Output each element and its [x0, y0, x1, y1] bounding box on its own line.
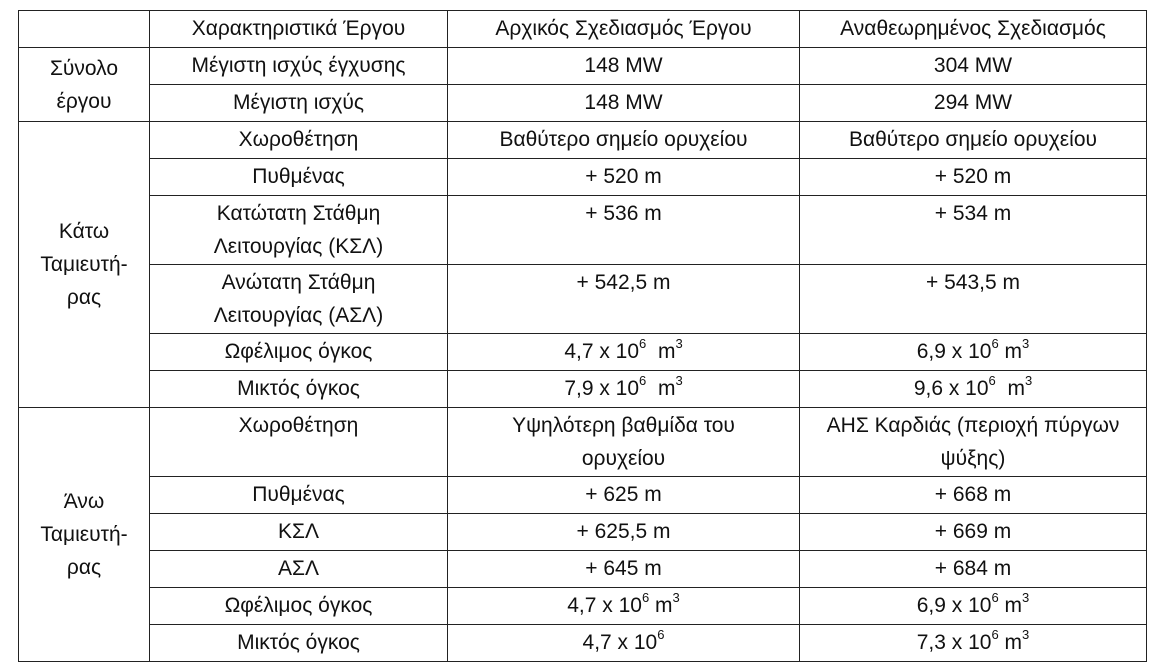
- revised-cell: 7,3 x $10^6$ $m^3$: [800, 625, 1147, 662]
- feature-cell: Ωφέλιμος όγκος: [150, 334, 448, 371]
- initial-cell: 148 MW: [448, 48, 800, 85]
- feature-cell: Μέγιστη ισχύς: [150, 85, 448, 122]
- table-row: [19, 122, 1147, 159]
- initial-cell: + 625 m: [448, 477, 800, 514]
- feature-cell: Μικτός όγκος: [150, 625, 448, 662]
- header-revised-design: Αναθεωρημένος Σχεδιασμός: [800, 11, 1147, 48]
- revised-cell: 304 MW: [800, 48, 1147, 85]
- group-lower-label: Κάτω Ταμιευτή- ρας: [19, 122, 150, 408]
- header-row: [19, 11, 1147, 48]
- header-features: Χαρακτηριστικά Έργου: [150, 11, 448, 48]
- feature-cell: Ανώτατη Στάθμη Λειτουργίας (ΑΣΛ): [150, 265, 448, 334]
- table-row: [19, 408, 1147, 477]
- initial-cell: + 536 m: [448, 196, 800, 265]
- table-row: [19, 196, 1147, 265]
- header-empty-cell: [19, 11, 150, 48]
- revised-cell: 6,9 x $10^6$ $m^3$: [800, 588, 1147, 625]
- table-row: [19, 625, 1147, 662]
- table-row: [19, 159, 1147, 196]
- revised-cell: + 668 m: [800, 477, 1147, 514]
- revised-cell: + 684 m: [800, 551, 1147, 588]
- initial-cell: 148 MW: [448, 85, 800, 122]
- feature-cell: Μέγιστη ισχύς έγχυσης: [150, 48, 448, 85]
- project-comparison-table: [18, 10, 1147, 662]
- initial-cell: Βαθύτερο σημείο ορυχείου: [448, 122, 800, 159]
- table-row: [19, 371, 1147, 408]
- header-initial-design: Αρχικός Σχεδιασμός Έργου: [448, 11, 800, 48]
- revised-cell: 9,6 x $10^6$ $m^3$: [800, 371, 1147, 408]
- feature-cell: Κατώτατη Στάθμη Λειτουργίας (ΚΣΛ): [150, 196, 448, 265]
- table-row: [19, 477, 1147, 514]
- table-row: [19, 588, 1147, 625]
- feature-cell: Πυθμένας: [150, 159, 448, 196]
- revised-cell: + 669 m: [800, 514, 1147, 551]
- initial-cell: + 645 m: [448, 551, 800, 588]
- initial-cell: 4,7 x $10^6$ $m^3$: [448, 334, 800, 371]
- revised-cell: + 534 m: [800, 196, 1147, 265]
- table-row: [19, 48, 1147, 85]
- initial-cell: + 625,5 m: [448, 514, 800, 551]
- group-total-label: Σύνολο έργου: [19, 48, 150, 122]
- feature-cell: Ωφέλιμος όγκος: [150, 588, 448, 625]
- feature-cell: ΚΣΛ: [150, 514, 448, 551]
- revised-cell: 6,9 x $10^6$ $m^3$: [800, 334, 1147, 371]
- feature-cell: Χωροθέτηση: [150, 122, 448, 159]
- feature-cell: Χωροθέτηση: [150, 408, 448, 477]
- table-row: [19, 551, 1147, 588]
- revised-cell: ΑΗΣ Καρδιάς (περιοχή πύργων ψύξης): [800, 408, 1147, 477]
- table-row: [19, 334, 1147, 371]
- revised-cell: Βαθύτερο σημείο ορυχείου: [800, 122, 1147, 159]
- feature-cell: Πυθμένας: [150, 477, 448, 514]
- revised-cell: + 543,5 m: [800, 265, 1147, 334]
- revised-cell: 294 MW: [800, 85, 1147, 122]
- table-row: [19, 514, 1147, 551]
- initial-cell: Υψηλότερη βαθμίδα του ορυχείου: [448, 408, 800, 477]
- feature-cell: Μικτός όγκος: [150, 371, 448, 408]
- feature-cell: ΑΣΛ: [150, 551, 448, 588]
- revised-cell: + 520 m: [800, 159, 1147, 196]
- initial-cell: 4,7 x $10^6$ $m^3$: [448, 588, 800, 625]
- initial-cell: 4,7 x $10^6$: [448, 625, 800, 662]
- initial-cell: + 520 m: [448, 159, 800, 196]
- table-row: [19, 85, 1147, 122]
- initial-cell: 7,9 x $10^6$ $m^3$: [448, 371, 800, 408]
- table-row: [19, 265, 1147, 334]
- initial-cell: + 542,5 m: [448, 265, 800, 334]
- group-upper-label: Άνω Ταμιευτή- ρας: [19, 408, 150, 662]
